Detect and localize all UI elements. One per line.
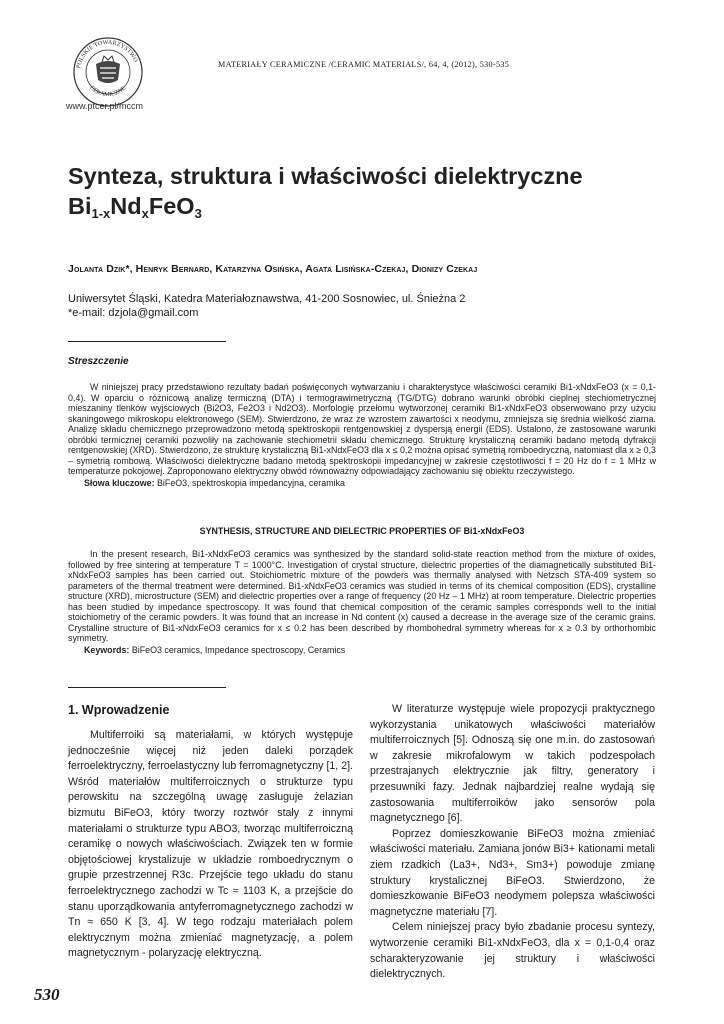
affiliation-block bbox=[68, 292, 465, 320]
abstract-en-text: In the present research, Bi1-xNdxFeO3 ceramics was synthesized by the standard solid-state reaction method from the mixture of oxides, followed by free sintering at temperature T = 1000°C. Investigation of crystal structure, dielectric properties of the diamagnetically substituted Bi1-xNdxFeO3 samples has been carried out. Stoichiometric mixture of the powders was thermally analysed with Netzsch STA-409 system so parameters of the thermal treatment were determined. Bi1-xNdxFeO3 ceramics was studied in terms of its chemical composition (EDS), crystalline structure (XRD), microstructure (SEM) and dielectric properties over a range of frequency (20 Hz – 1 MHz) at room temperature. Dielectric properties has been studied by impedance spectroscopy. It was found that chemical composition of the ceramic samples corresponds well to the initial stoichiometry of the ceramic powders. It was found that an increase in Nd content (x) caused a decrease in the average size of the ceramic grains. Crystalline structure of Bi1-xNdxFeO3 ceramics for x ≤ 0.2 has been described by rhombohedral symmetry whereas for x ≥ 0.3 by orthorhombic symmetry. bbox=[68, 549, 656, 643]
paragraph: Poprzez domieszkowanie BiFeO3 można zmieniać właściwości materiału. Zamiana jonów Bi3+ kationami metali ziem rzadkich (La3+, Nd3+, Sm3+) powoduje zmianę struktury krystalicznej BiFeO3. Stwierdzono, że domieszkowanie BiFeO3 neodymem polepsza właściwości magnetyczne materiału [7]. bbox=[370, 827, 655, 918]
article-title bbox=[68, 161, 688, 221]
title-formula: $Bi_{1-x}Nd_xFeO_3$ bbox=[68, 193, 202, 221]
abstract-pl bbox=[68, 382, 656, 488]
paragraph: Multiferroiki są materiałami, w których występuje jednocześnie więcej niż jeden daleki porządek ferroelektryczny, ferroelastyczny lub ferromagnetyczny [1, 2]. Wśród materiałów multiferroicznych o strukturze typu perowskitu na szczególną uwagę zasługuje żelazian bizmutu BiFeO3, który tworzy roztwór stały z innymi materiałami o strukturze typu ABO3, tworząc multiferroiczną ceramikę o nowych właściwościach. Związek ten w formie objętościowej krystalizuje w układzie romboedrycznym o grupie przestrzennej R3c. Przejście tego układu do stanu ferroelektrycznego zachodzi w Tc ≈ 1103 K, a przejście do stanu uporządkowania antyferromagnetycznego zachodzi w Tn ≈ 650 K [3, 4]. W tego rodzaju materiałach polem elektrycznym można zmieniać magnetyzację, a polem magnetycznym - polaryzację elektryczną. bbox=[68, 729, 353, 960]
abstract-en bbox=[68, 549, 656, 655]
right-column bbox=[370, 702, 655, 983]
ptcer-logo bbox=[72, 36, 144, 108]
paragraph: Celem niniejszej pracy było zbadanie procesu syntezy, wytworzenie ceramiki Bi1-xNdxFeO3, dla x = 0,1-0,4 oraz scharakteryzowanie jej struktury i właściwości dielektrycznych. bbox=[370, 921, 655, 981]
email[interactable]: *e-mail: dzjola@gmail.com bbox=[68, 307, 199, 319]
journal-reference: MATERIAŁY CERAMICZNE /CERAMIC MATERIALS/, 64, 4, (2012), 530-535 bbox=[218, 60, 510, 69]
title-line-1: Synteza, struktura i właściwości dielektryczne bbox=[68, 163, 583, 189]
logo-text-bottom: CERAMICZNE bbox=[88, 84, 128, 99]
abstract-pl-text: W niniejszej pracy przedstawiono rezultaty badań poświęconych wytwarzaniu i charakterystyce właściwości ceramiki Bi1-xNdxFeO3 (x = 0,1-0,4). W oparciu o różnicową analizę termiczną (DTA) i termograwimetryczną (TG/DTG) dobrano warunki obróbki cieplnej stechiometrycznej mieszaniny tlenków wyjściowych (Bi2O3, Fe2O3 i Nd2O3). Morfologię przełomu wytworzonej ceramiki Bi1-xNdxFeO3 obserwowano przy użyciu skaningowego mikroskopu elektronowego (SEM). Stwierdzono, że wraz ze wzrostem zawartości x neodymu, zmniejsza się średnia wielkość ziarna. Analizę składu chemicznego przeprowadzono metodą spektroskopii rentgenowskiej z dyspersją energii (EDS). Ustalono, że zastosowane warunki obróbki termicznej ceramiki pozwoliły na zachowanie stechiometrii składu chemicznego. Strukturę krystaliczną ceramiki badano metodą dyfrakcji rentgenowskiej (XRD). Stwierdzono, że strukturę krystaliczną Bi1-xNdxFeO3 dla x ≤ 0,2 można opisać symetrią romboedryczną, natomiast dla x ≥ 0,3 – symetrią rombową. Właściwości dielektryczne badano metodą spektroskopii impedancyjnej w zakresie częstotliwości f = 20 Hz do f = 1 MHz w temperaturze pokojowej. Zaproponowano elektryczny obwód równoważny odpowiadający zachowaniu się obiektu rzeczywistego. bbox=[68, 382, 656, 476]
page-number: 530 bbox=[34, 985, 60, 1004]
journal-website[interactable]: www.ptcer.pl/mccm bbox=[66, 101, 144, 111]
abstract-heading: Streszczenie bbox=[68, 356, 129, 367]
author-list: Jolanta Dzik*, Henryk Bernard, Katarzyna Osińska, Agata Lisińska-Czekaj, Dionizy Czekaj bbox=[68, 263, 478, 275]
left-column bbox=[68, 728, 353, 962]
divider bbox=[68, 341, 226, 342]
svg-text:CERAMICZNE bbox=[88, 84, 127, 98]
keywords-pl: Słowa kluczowe: BiFeO3, spektroskopia impedancyjna, ceramika bbox=[84, 477, 345, 488]
english-abstract-title: SYNTHESIS, STRUCTURE AND DIELECTRIC PROPERTIES OF Bi1-xNdxFeO3 bbox=[199, 526, 525, 536]
section-title: 1. Wprowadzenie bbox=[68, 703, 170, 717]
keywords-en: Keywords: BiFeO3 ceramics, Impedance spectroscopy, Ceramics bbox=[84, 644, 346, 655]
divider bbox=[68, 687, 226, 688]
logo-text-top: POLSKIE TOWARZYSTWO bbox=[75, 38, 139, 69]
affiliation: Uniwersytet Śląski, Katedra Materiałoznawstwa, 41-200 Sosnowiec, ul. Śnieżna 2 bbox=[68, 293, 466, 305]
paragraph: W literaturze występuje wiele propozycji praktycznego wykorzystania unikatowych właściwości materiałów multiferroicznych [5]. Odnoszą się one m.in. do zastosowań w zakresie mikrofalowym w takich podzespołach przestrajanych elektrycznie jak filtry, generatory i przesuwniki fazy. Jednak najbardziej realne wydają się zastosowania multiferroików jako sensorów pola magnetycznego [6]. bbox=[370, 703, 655, 825]
